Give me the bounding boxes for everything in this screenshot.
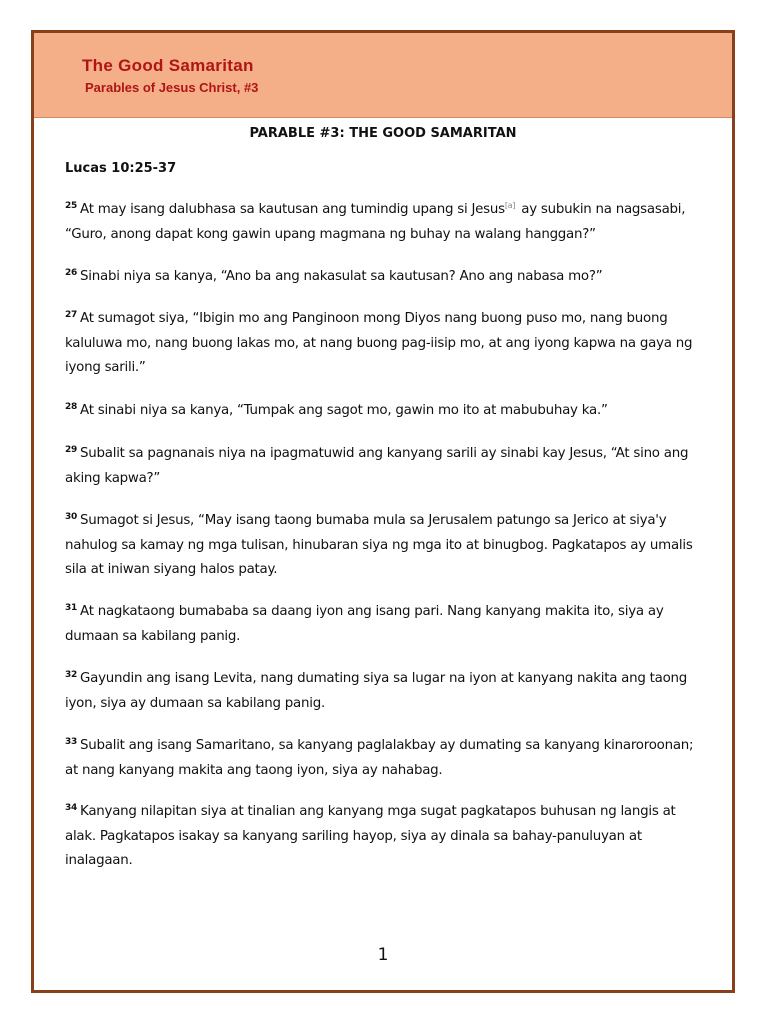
verse-25 [65, 198, 705, 247]
scripture-reference: Lucas 10:25-37 [65, 161, 177, 176]
verse-number: 29 [65, 444, 78, 455]
verse-text: Sumagot si Jesus, “May isang taong bumaba mula sa Jerusalem patungo sa Jerico at siya'y nahulog sa kamay ng mga tulisan, hinubaran siya ng mga ito at binugbog. Pagkatapos ay umalis sila at iniwan siyang halos patay. [65, 513, 693, 577]
verse-text: ay subukin na nagsasabi, “Guro, anong dapat kong gawin upang magmana ng buhay na walang hanggan?” [65, 202, 686, 242]
verse-text: Subalit sa pagnanais niya na ipagmatuwid ang kanyang sarili ay sinabi kay Jesus, “At sino ang aking kapwa?” [65, 446, 689, 486]
verse-text: At sinabi niya sa kanya, “Tumpak ang sagot mo, gawin mo ito at mabubuhay ka.” [80, 403, 608, 418]
verse-text: Subalit ang isang Samaritano, sa kanyang paglalakbay ay dumating sa kanyang kinaroroonan; at nang kanyang makita ang taong iyon, siya ay nahabag. [65, 738, 694, 778]
verse-number: 27 [65, 309, 78, 320]
verse-text: Gayundin ang isang Levita, nang dumating siya sa lugar na iyon at kanyang nakita ang taong iyon, siya ay dumaan sa kabilang panig. [65, 671, 688, 711]
verse-number: 30 [65, 511, 78, 522]
verse-number: 34 [65, 802, 78, 813]
verse-text: At may isang dalubhasa sa kautusan ang tumindig upang si Jesus [80, 202, 505, 217]
verse-34 [65, 800, 705, 874]
verse-31 [65, 600, 705, 649]
verse-text: Kanyang nilapitan siya at tinalian ang kanyang mga sugat pagkatapos buhusan ng langis at alak. Pagkatapos isakay sa kanyang sariling hayop, siya ay dinala sa bahay-panuluyan at inalagaan. [65, 804, 676, 868]
header-banner [34, 33, 732, 118]
verse-29 [65, 442, 705, 491]
document-title: The Good Samaritan [82, 56, 254, 75]
verse-number: 28 [65, 401, 78, 412]
verse-26 [65, 265, 705, 290]
verse-27 [65, 307, 705, 381]
verse-33 [65, 734, 705, 783]
page-frame [31, 30, 735, 993]
verse-text: At sumagot siya, “Ibigin mo ang Panginoon mong Diyos nang buong puso mo, nang buong kaluluwa mo, nang buong lakas mo, at nang buong pag-iisip mo, at ang iyong kapwa na gaya ng iyong sarili.” [65, 311, 693, 375]
verse-number: 33 [65, 736, 78, 747]
verse-30 [65, 509, 705, 583]
section-heading: PARABLE #3: THE GOOD SAMARITAN [249, 126, 517, 141]
verse-text: Sinabi niya sa kanya, “Ano ba ang nakasulat sa kautusan? Ano ang nabasa mo?” [80, 269, 603, 284]
verse-number: 26 [65, 267, 78, 278]
verse-28 [65, 399, 705, 424]
footnote-marker[interactable]: [a] [504, 200, 516, 210]
page-number: 1 [377, 945, 389, 965]
verse-number: 32 [65, 669, 78, 680]
verse-number: 31 [65, 602, 78, 613]
verse-number: 25 [65, 200, 78, 211]
verse-32 [65, 667, 705, 716]
verse-text: At nagkataong bumababa sa daang iyon ang isang pari. Nang kanyang makita ito, siya ay dumaan sa kabilang panig. [65, 604, 664, 644]
document-subtitle: Parables of Jesus Christ, #3 [85, 80, 259, 95]
